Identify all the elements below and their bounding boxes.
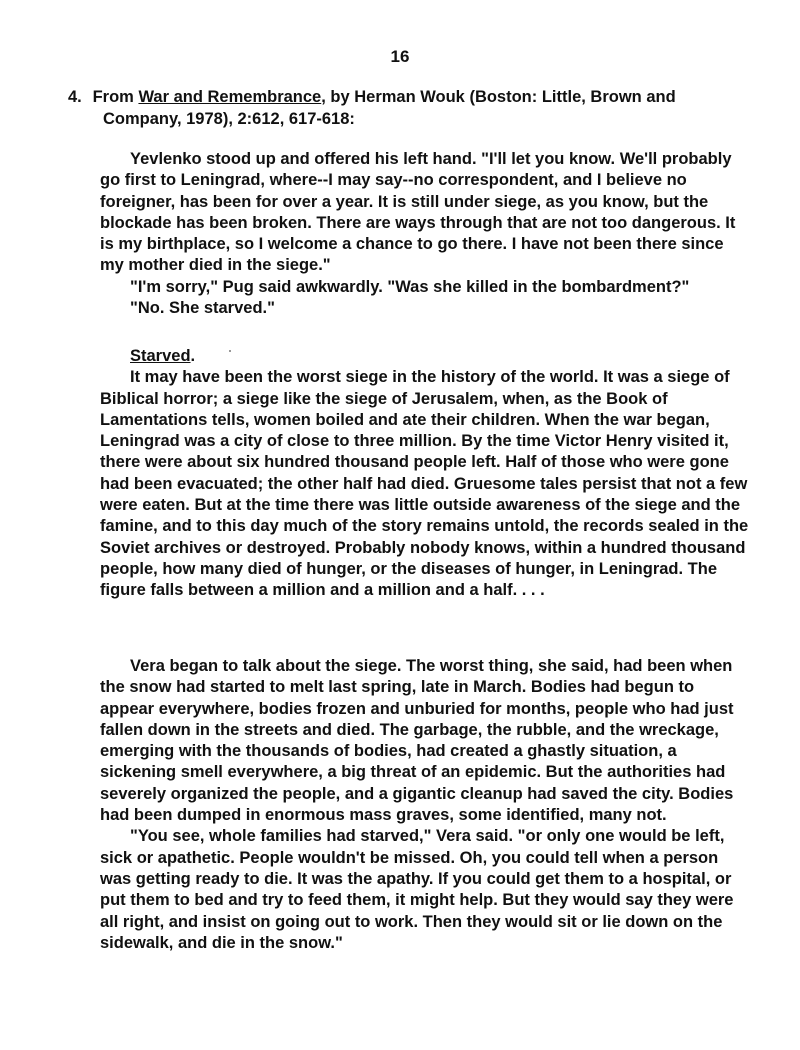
- paragraph: Vera began to talk about the siege. The worst thing, she said, had been when the snow had started to melt last spring, late in March. Bodies had begun to appear everywhere, bodies frozen and unburied for months, people who had just fallen down in the streets and died. The garbage, the rubble, and the wreckage, emerging with the thousands of bodies, had created a ghastly situation, a sickening smell everywhere, a big threat of an epidemic. But the authorities had severely organized the people, and a gigantic cleanup had saved the city. Bodies had been dumped in enormous mass graves, some identified, many not.: [100, 657, 734, 825]
- excerpt-vera: [100, 656, 750, 954]
- book-title: War and Remembrance: [138, 88, 322, 106]
- page-number: 16: [390, 47, 410, 66]
- citation-details: , by Herman Wouk (Boston: Little, Brown and: [321, 88, 676, 106]
- paragraph: It may have been the worst siege in the history of the world. It was a siege of Biblical horror; a siege like the siege of Jerusalem, when, as the Book of Lamentations tells, women boiled and ate their children. When the war began, Leningrad was a city of close to three million. By the time Victor Henry visited it, there were about six hundred thousand people left. Half of those who were gone had been evacuated; the other half had died. Gruesome tales persist that not a few were eaten. But at the time there was little outside awareness of the siege and the famine, and to this day much of the story remains untold, the records sealed in the Soviet archives or destroyed. Probably nobody knows, within a hundred thousand people, how many died of hunger, or the diseases of hunger, in Leningrad. The figure falls between a million and a million and a half. . . .: [100, 368, 749, 600]
- section-heading: Starved: [130, 347, 191, 365]
- section-heading-punct: .: [190, 347, 196, 365]
- citation-number: 4.: [68, 88, 82, 106]
- paragraph: "I'm sorry," Pug said awkwardly. "Was she killed in the bombardment?": [130, 277, 690, 296]
- paragraph: "No. She starved.": [130, 299, 275, 318]
- paragraph: "You see, whole families had starved," Vera said. "or only one would be left, sick or apathetic. People wouldn't be missed. Oh, you could tell when a person was getting ready to die. It was the apathy. If you could get them to a hospital, or put them to bed and try to feed them, it might help. But they would say they were all right, and insist on going out to work. Then they would sit or lie down on the sidewalk, and die in the snow.": [100, 827, 734, 952]
- citation-prefix: From: [92, 88, 134, 106]
- excerpt-yevlenko: [100, 149, 750, 319]
- excerpt-starved: [100, 346, 750, 602]
- section-heading-line: [100, 346, 750, 367]
- citation: [68, 86, 728, 130]
- paragraph: Yevlenko stood up and offered his left hand. "I'll let you know. We'll probably go first to Leningrad, where--I may say--no correspondent, and I believe no foreigner, has been for over a year. It is still under siege, as you know, but the blockade has been broken. There are ways through that are not too dangerous. It is my birthplace, so I welcome a chance to go there. I have not been there since my mother died in the siege.": [100, 150, 736, 275]
- citation-publisher-line: Company, 1978), 2:612, 617-618:: [103, 110, 355, 128]
